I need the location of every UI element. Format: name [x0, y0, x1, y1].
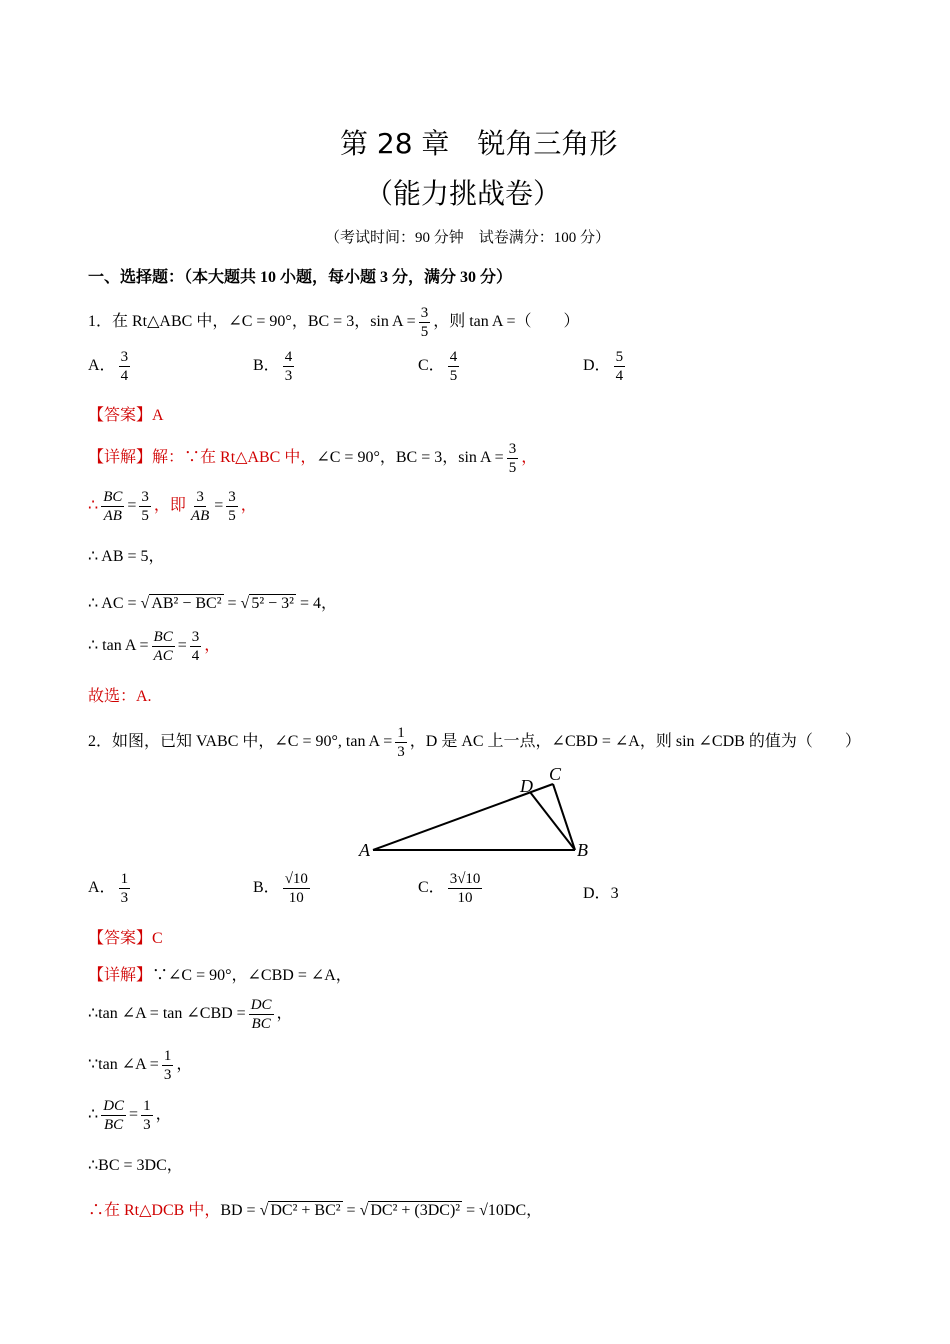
- q1-detail-line3: ∴ AB = 5，: [88, 548, 165, 565]
- side-cb: [553, 784, 575, 850]
- subtitle: （能力挑战卷）: [365, 177, 562, 210]
- q2-detail-line1: 【详解】∵∠C = 90°，∠CBD = ∠A，: [88, 967, 352, 984]
- q1-detail-line1: 【详解】解：∵在 Rt△ABC 中，∠C = 90°，BC = 3，sin A = $\frac{3}{5}$ ，: [88, 441, 538, 476]
- q1-option-d[interactable]: D． $\frac{5}{4}$: [583, 349, 624, 384]
- chapter-title: 第 28 章 锐角三角形: [340, 127, 618, 160]
- q2-option-b[interactable]: B． $\frac{√10}{10}$: [253, 871, 308, 906]
- q2-detail-line2: ∴tan ∠A = tan ∠CBD = $\frac{DC}{BC}$ ，: [88, 997, 293, 1032]
- q1-detail-line5: ∴ tan A = $\frac{BC}{AC}$ = $\frac{3}{4}$ ，: [88, 629, 221, 664]
- q2-stem: 2．如图，已知 VABC 中，∠C = 90°, tan A = $\frac{1}{3}$ ，D 是 AC 上一点，∠CBD = ∠A，则 sin ∠CDB 的值为（ ）: [88, 725, 861, 760]
- q1-stem-frac: $\frac{3}{5}$: [420, 305, 429, 340]
- label-b: B: [577, 840, 588, 860]
- q1-conclusion: 故选：A.: [88, 688, 152, 705]
- q2-triangle-figure: [355, 762, 605, 862]
- q1-option-a[interactable]: A． $\frac{3}{4}$: [88, 349, 129, 384]
- q1-option-b[interactable]: B． $\frac{4}{3}$: [253, 349, 293, 384]
- q1-option-c[interactable]: C． $\frac{4}{5}$: [418, 349, 458, 384]
- section-heading: 一、选择题：（本大题共 10 小题，每小题 3 分，满分 30 分）: [88, 269, 513, 286]
- q1-stem-suffix: ，则 tan A =（ ）: [433, 313, 580, 331]
- exam-info: （考试时间：90 分钟 试卷满分：100 分）: [325, 230, 611, 246]
- q2-option-c[interactable]: C． $\frac{3√10}{10}$: [418, 871, 481, 906]
- q2-option-d[interactable]: D．3: [583, 885, 619, 902]
- q2-answer: 【答案】C: [88, 930, 163, 947]
- label-c: C: [549, 764, 562, 784]
- q1-detail-line4: ∴ AC = √ AB² − BC² = √ 5² − 3² = 4，: [88, 595, 337, 612]
- q2-detail-line4: ∴ $\frac{DC}{BC}$ = $\frac{1}{3}$ ，: [88, 1098, 172, 1133]
- q2-option-a[interactable]: A． $\frac{1}{3}$: [88, 871, 129, 906]
- q1-detail-line2: ∴ $\frac{BC}{AB}$ = $\frac{3}{5}$ ，即 $\frac{3}{AB}$ = $\frac{3}{5}$ ，: [88, 489, 257, 524]
- q1-answer: 【答案】A: [88, 407, 164, 424]
- q1-stem-prefix: 1．在 Rt△ABC 中，∠C = 90°，BC = 3，sin A =: [88, 313, 416, 331]
- q2-detail-line6: ∴在 Rt△DCB 中，BD = √ DC² + BC² = √ DC² + (3DC)² = √10DC，: [88, 1202, 543, 1219]
- q1-stem: [88, 304, 580, 341]
- label-d: D: [520, 776, 533, 796]
- label-a: A: [359, 840, 370, 860]
- q2-detail-line5: ∴BC = 3DC，: [88, 1157, 183, 1174]
- q2-detail-line3: ∵tan ∠A = $\frac{1}{3}$ ，: [88, 1048, 193, 1083]
- segment-db: [530, 792, 575, 850]
